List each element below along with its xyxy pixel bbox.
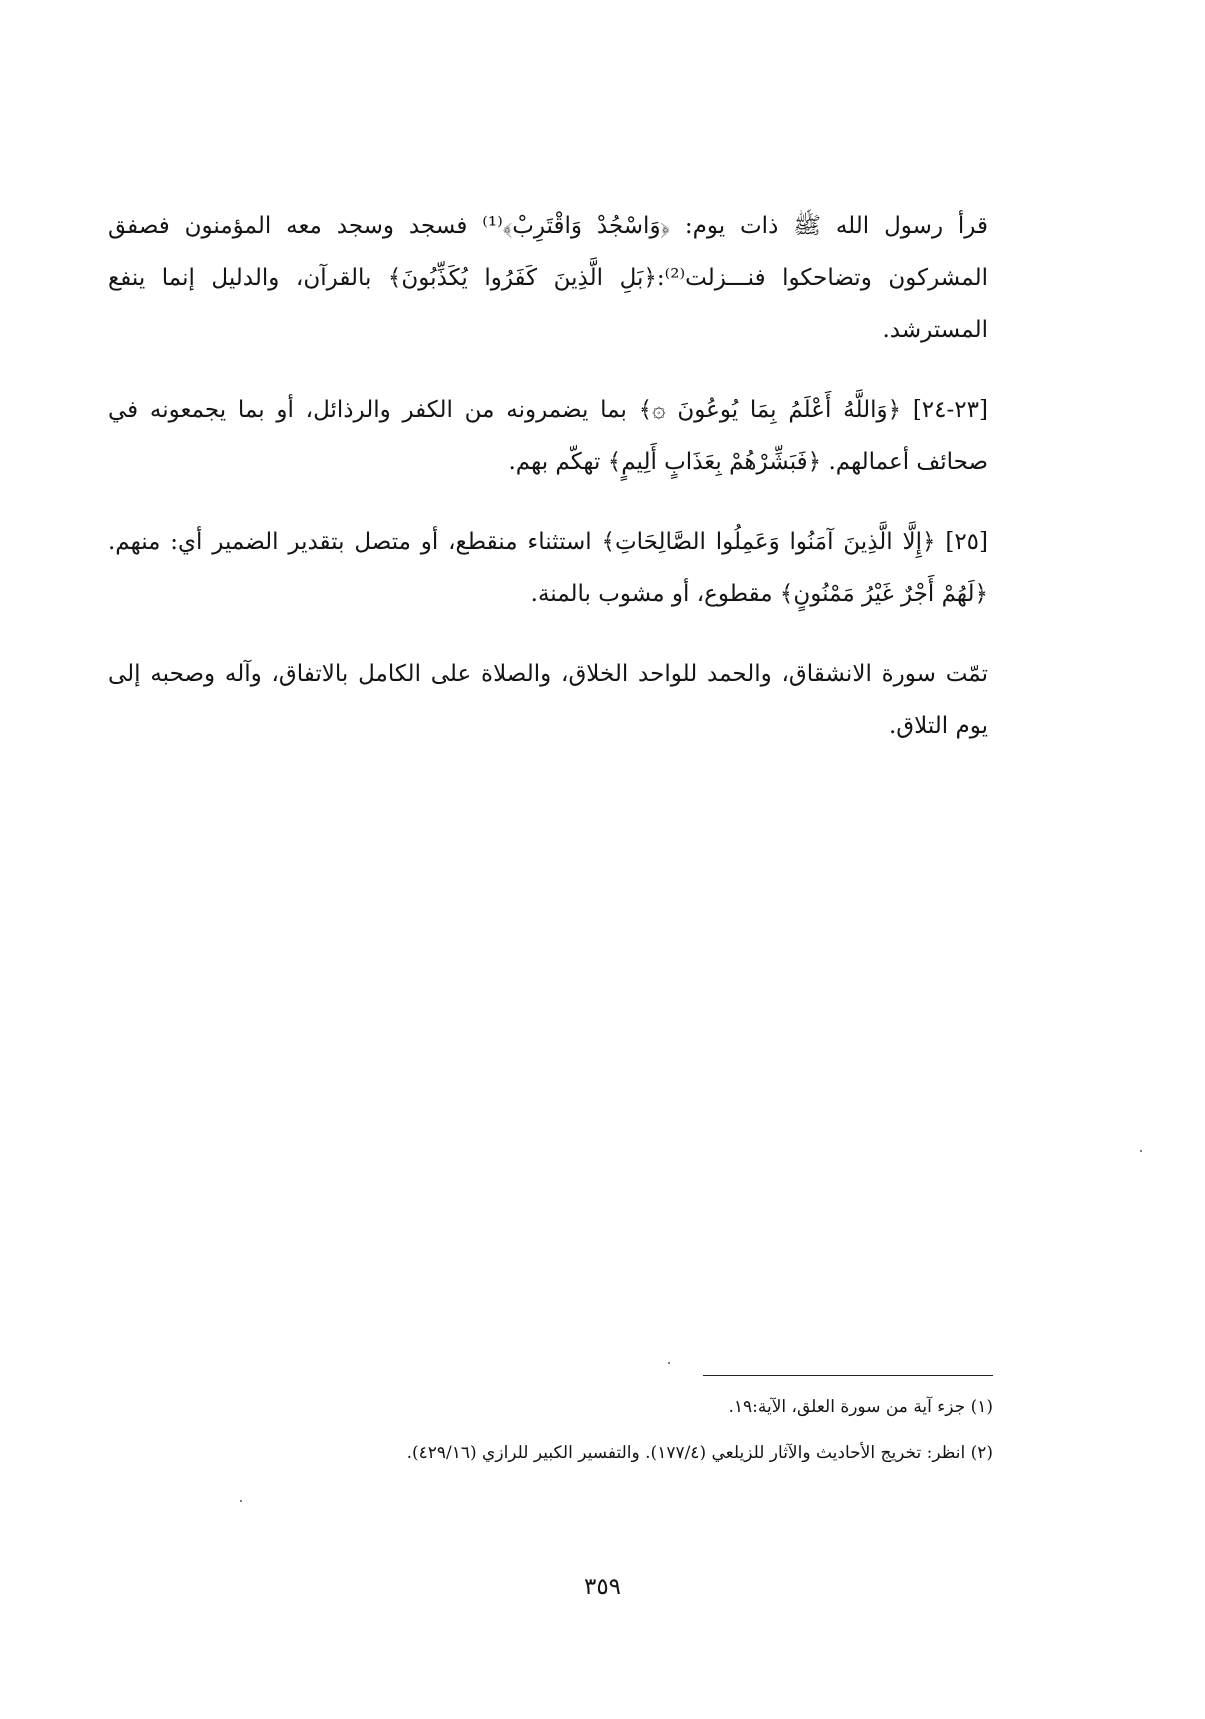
footnote-divider bbox=[703, 1375, 993, 1376]
paragraph-3-text: ﴿إِلَّا الَّذِينَ آمَنُوا وَعَمِلُوا الصَّالِحَاتِ﴾ استثناء منقطع، أو متصل بتقدير الضمير أي: منهم. ﴿لَهُمْ أَجْرٌ غَيْرُ مَمْنُونٍ﴾ مقطوع، أو مشوب بالمنة. bbox=[108, 529, 988, 607]
verse-reference: [٢٣-٢٤] bbox=[912, 397, 988, 423]
paragraph-3 bbox=[108, 516, 988, 620]
scan-speck bbox=[240, 1500, 242, 1502]
body-text bbox=[108, 200, 988, 780]
footnotes-section bbox=[108, 1395, 993, 1487]
paragraph-1-text: قرأ رسول الله ﷺ ذات يوم: ﴿وَاسْجُدْ وَاقْتَرِبْ﴾⁽¹⁾ فسجد وسجد معه المؤمنون فصفق المشركون وتضاحكوا فنـــزلت⁽²⁾:﴿بَلِ الَّذِينَ كَفَرُوا يُكَذِّبُونَ﴾ بالقرآن، والدليل إنما ينفع المسترشد. bbox=[108, 213, 988, 343]
verse-reference: [٢٥] bbox=[945, 529, 989, 555]
paragraph-1 bbox=[108, 200, 988, 356]
page-number: ٣٥٩ bbox=[583, 1574, 622, 1600]
scan-speck bbox=[668, 1362, 670, 1364]
paragraph-2-text: ﴿وَاللَّهُ أَعْلَمُ بِمَا يُوعُونَ ۞﴾ بما يضمرونه من الكفر والرذائل، أو بما يجمعونه في صحائف أعمالهم. ﴿فَبَشِّرْهُمْ بِعَذَابٍ أَلِيمٍ﴾ تهكّم بهم. bbox=[108, 397, 988, 475]
scan-speck bbox=[1140, 1150, 1142, 1152]
footnote-2: (٢) انظر: تخريج الأحاديث والآثار للزيلعي (١٧٧/٤). والتفسير الكبير للرازي (٤٢٩/١٦). bbox=[406, 1443, 993, 1463]
footnote-1: (١) جزء آية من سورة العلق، الآية:١٩. bbox=[728, 1397, 993, 1417]
paragraph-2 bbox=[108, 384, 988, 488]
paragraph-4 bbox=[108, 648, 988, 752]
paragraph-4-text: تمّت سورة الانشقاق، والحمد للواحد الخلاق، والصلاة على الكامل بالاتفاق، وآله وصحبه إلى يوم التلاق. bbox=[108, 661, 988, 739]
